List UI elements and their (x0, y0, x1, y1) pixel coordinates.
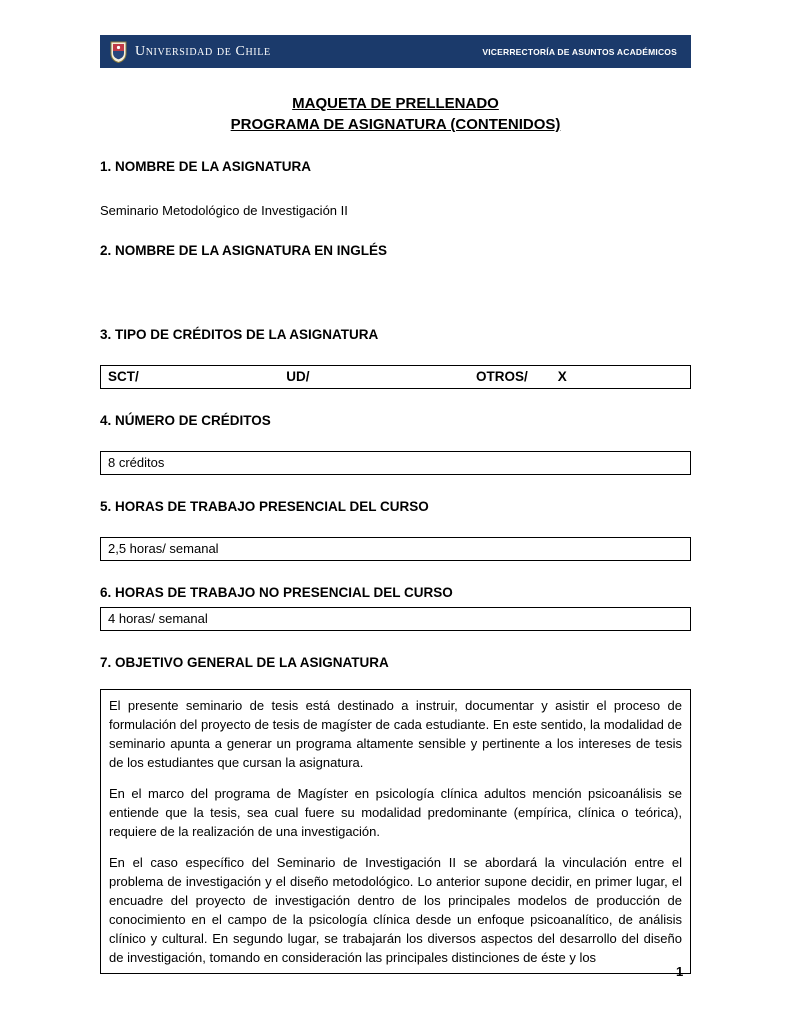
credit-otros-cell (476, 369, 683, 385)
section-2-value (100, 287, 691, 303)
credit-otros-label: OTROS/ (476, 369, 528, 384)
section-3-heading: 3. TIPO DE CRÉDITOS DE LA ASIGNATURA (100, 327, 379, 342)
header-department: VICERRECTORÍA DE ASUNTOS ACADÉMICOS (482, 46, 677, 57)
objective-paragraph-1: El presente seminario de tesis está destinado a instruir, documentar y asistir el proceso de formulación del proyecto de tesis de magíster de cada estudiante. En este sentido, la modalidad de seminario apunta a generar un programa altamente sensible y pertinente a los intereses de tesis de los estudiantes que cursan la asignatura. (109, 698, 682, 770)
document-title-line2: PROGRAMA DE ASIGNATURA (CONTENIDOS) (230, 116, 561, 133)
document-title-line1: MAQUETA DE PRELLENADO (292, 95, 499, 112)
section-5-heading: 5. HORAS DE TRABAJO PRESENCIAL DEL CURSO (100, 499, 429, 514)
section-1-heading: 1. NOMBRE DE LA ASIGNATURA (100, 159, 312, 174)
document-title (100, 93, 691, 135)
section-6-value-box: 4 horas/ semanal (100, 607, 691, 631)
section-4-heading: 4. NÚMERO DE CRÉDITOS (100, 413, 271, 428)
section-7-heading: 7. OBJETIVO GENERAL DE LA ASIGNATURA (100, 655, 389, 670)
credit-sct-label: SCT/ (108, 369, 139, 384)
page-number: 1 (676, 964, 684, 979)
credit-otros-value: X (557, 369, 567, 384)
credit-ud-label: UD/ (286, 369, 310, 384)
document-content (100, 35, 691, 974)
university-shield-icon (110, 41, 127, 63)
header-bar (100, 35, 691, 68)
objective-paragraph-2: En el marco del programa de Magíster en psicología clínica adultos mención psicoanálisis se entiende que la tesis, sea cual fuere su modalidad predominante (empírica, clínica o teórica), requiere de la realización de una investigación. (109, 786, 682, 839)
objective-text-box (100, 689, 691, 974)
section-5-value-box: 2,5 horas/ semanal (100, 537, 691, 561)
section-2-heading: 2. NOMBRE DE LA ASIGNATURA EN INGLÉS (100, 243, 388, 258)
university-logo (110, 41, 271, 63)
section-6-heading: 6. HORAS DE TRABAJO NO PRESENCIAL DEL CURSO (100, 585, 453, 600)
section-4-value-box: 8 créditos (100, 451, 691, 475)
university-name: Universidad de Chile (135, 43, 271, 59)
section-1-value: Seminario Metodológico de Investigación II (100, 203, 348, 218)
credit-type-table (100, 365, 691, 389)
objective-paragraph-3: En el caso específico del Seminario de Investigación II se abordará la vinculación entre el problema de investigación y el diseño metodológico. Lo anterior supone decidir, en primer lugar, el encuadre del proyecto de investigación dentro de los principales modelos de producción de conocimiento en el campo de la psicología clínica desde un enfoque psicoanalítico, de análisis clínico y cultural. En segundo lugar, se trabajarán los diversos aspectos del desarrollo del diseño de investigación, tomando en consideración las principales distinciones de éste y los (109, 855, 682, 965)
